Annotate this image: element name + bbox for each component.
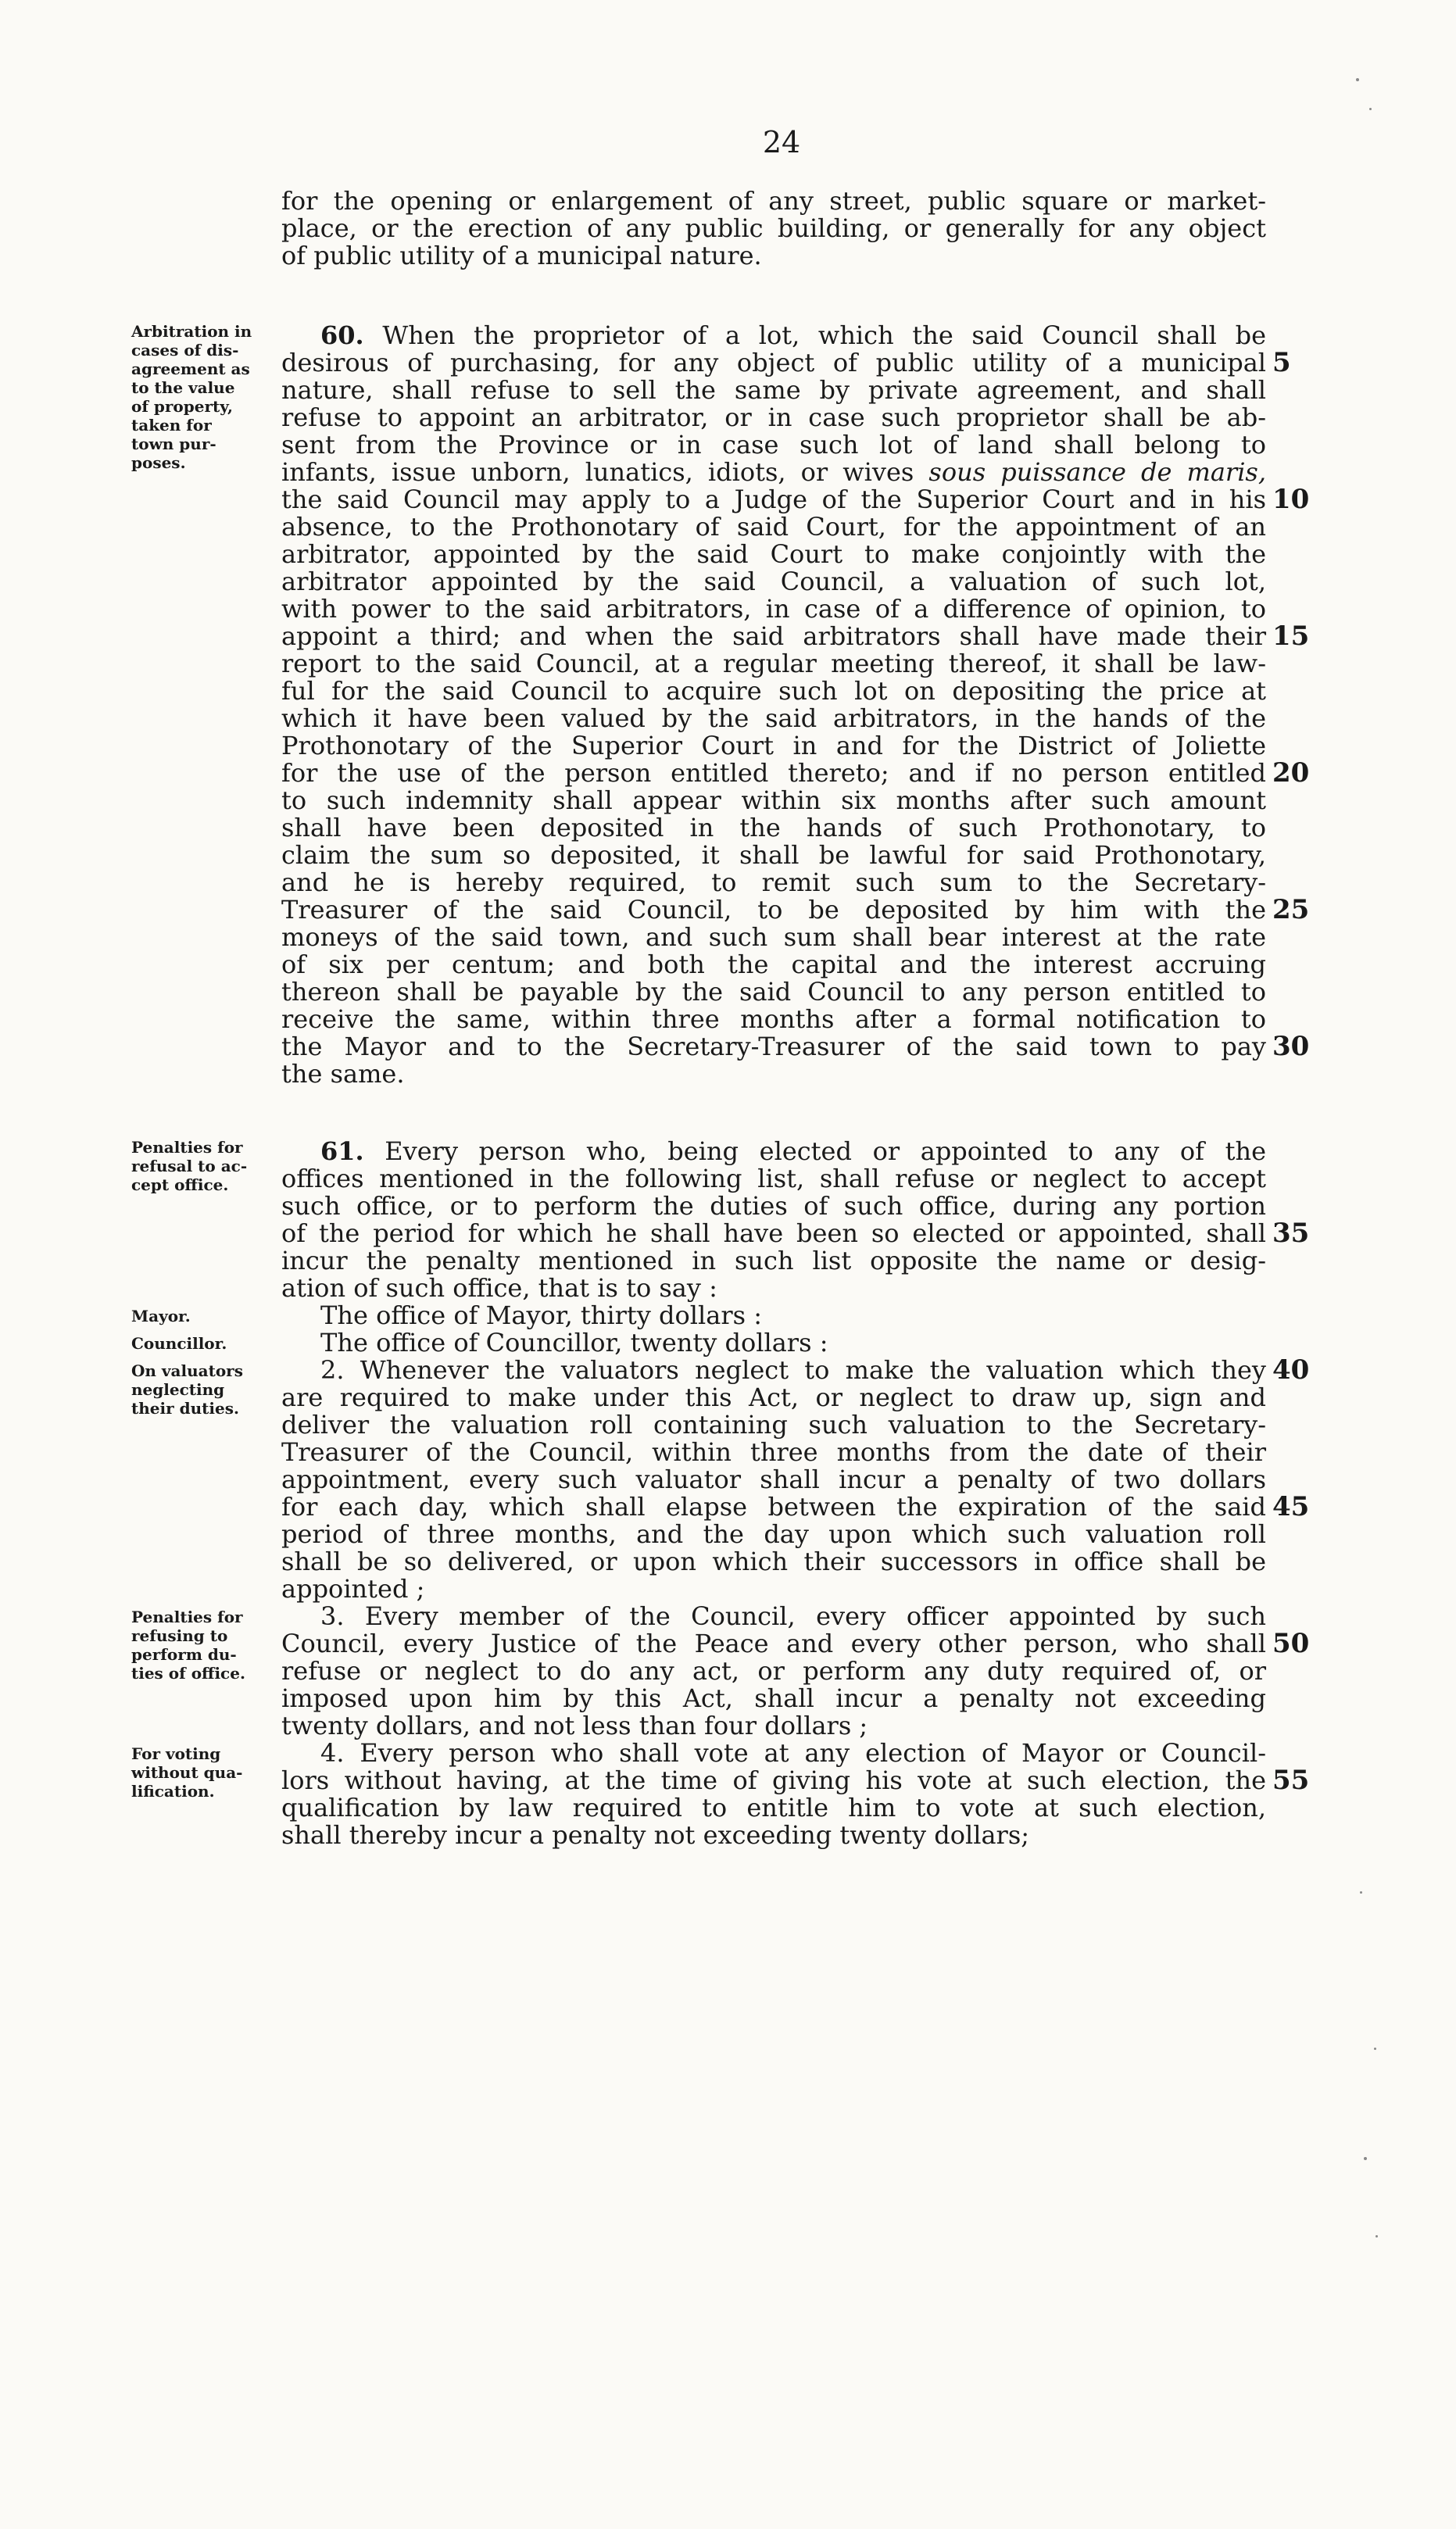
margin-note-councillor: Councillor. — [131, 1334, 227, 1353]
line-number: 50 — [1272, 1628, 1310, 1659]
text-line: qualification by law required to entitle him to vote at such election, — [281, 1793, 1266, 1823]
text-line: desirous of purchasing, for any object of public utility of a municipal — [281, 348, 1266, 377]
text-line: Council, every Justice of the Peace and every other person, who shall — [281, 1629, 1266, 1658]
text-line: Treasurer of the said Council, to be deposited by him with the — [281, 895, 1266, 925]
text-line: appointed ; — [281, 1574, 425, 1604]
line-number: 55 — [1272, 1765, 1310, 1796]
text-line: the same. — [281, 1059, 405, 1089]
text-line: to such indemnity shall appear within six months after such amount — [281, 785, 1266, 815]
text-line: the Mayor and to the Secretary-Treasurer of the said town to pay — [281, 1032, 1266, 1061]
text-line: thereon shall be payable by the said Council to any person entitled to — [281, 977, 1266, 1007]
text-line: lors without having, at the time of giving his vote at such election, the — [281, 1765, 1266, 1795]
scan-speck — [1364, 2157, 1367, 2160]
text-line: place, or the erection of any public building, or generally for any object — [281, 213, 1266, 243]
text-line: offices mentioned in the following list, shall refuse or neglect to accept — [281, 1164, 1266, 1193]
margin-note-valuators: On valuators neglecting their duties. — [131, 1361, 243, 1418]
text-line: for the opening or enlargement of any street, public square or market- — [281, 186, 1266, 216]
margin-note-penalties-refusal: Penalties for refusal to ac- cept office. — [131, 1138, 248, 1194]
text-line: shall have been deposited in the hands of such Prothonotary, to — [281, 813, 1266, 842]
line-number: 30 — [1272, 1031, 1310, 1062]
text-line: for the use of the person entitled thereto; and if no person entitled — [281, 758, 1266, 788]
text-line: infants, issue unborn, lunatics, idiots, or wives sous puissance de maris, — [281, 457, 1267, 487]
scan-speck — [1374, 2048, 1376, 2050]
text-line: sent from the Province or in case such lot of land shall belong to — [281, 430, 1266, 460]
page-number: 24 — [762, 125, 801, 159]
text-line: shall thereby incur a penalty not exceeding twenty dollars; — [281, 1820, 1030, 1850]
line-number: 25 — [1272, 894, 1310, 925]
line-number: 10 — [1272, 484, 1310, 515]
text-line: ation of such office, that is to say : — [281, 1273, 717, 1303]
text-line: 4. Every person who shall vote at any election of Mayor or Council- — [320, 1738, 1266, 1768]
margin-note-voting: For voting without qua- lification. — [131, 1744, 243, 1801]
text-line: absence, to the Prothonotary of said Court, for the appointment of an — [281, 512, 1266, 542]
text-line: appoint a third; and when the said arbitrators shall have made their — [281, 621, 1266, 651]
text-line: Prothonotary of the Superior Court in and for the District of Joliette — [281, 731, 1266, 760]
scan-speck — [1360, 1891, 1362, 1894]
text-line: arbitrator, appointed by the said Court to make conjointly with the — [281, 539, 1266, 569]
margin-note-penalties-duties: Penalties for refusing to perform du- ties of office. — [131, 1608, 245, 1683]
text-line: shall be so delivered, or upon which their successors in office shall be — [281, 1547, 1266, 1576]
text-line: moneys of the said town, and such sum shall bear interest at the rate — [281, 922, 1266, 952]
text-line: and he is hereby required, to remit such sum to the Secretary- — [281, 867, 1266, 897]
line-number: 20 — [1272, 757, 1310, 789]
text-line: which it have been valued by the said arbitrators, in the hands of the — [281, 703, 1266, 733]
text-line: nature, shall refuse to sell the same by private agreement, and shall — [281, 375, 1266, 405]
text-line: report to the said Council, at a regular meeting thereof, it shall be law- — [281, 649, 1266, 678]
text-line: with power to the said arbitrators, in case of a difference of opinion, to — [281, 594, 1266, 624]
scan-speck — [1376, 2235, 1378, 2237]
text-line: the said Council may apply to a Judge of the Superior Court and in his — [281, 485, 1266, 514]
text-line: ful for the said Council to acquire such lot on depositing the price at — [281, 676, 1266, 706]
line-number: 45 — [1272, 1491, 1310, 1522]
text-line: refuse or neglect to do any act, or perform any duty required of, or — [281, 1656, 1266, 1686]
text-line: of six per centum; and both the capital and the interest accruing — [281, 950, 1266, 979]
italic-phrase: sous puissance de maris, — [928, 457, 1267, 487]
text-line: refuse to appoint an arbitrator, or in case such proprietor shall be ab- — [281, 402, 1266, 432]
section-60-first-line: 60. When the proprietor of a lot, which the said Council shall be — [320, 320, 1266, 350]
line-number: 5 — [1272, 347, 1291, 378]
scan-speck — [1369, 108, 1372, 110]
text-line: of the period for which he shall have been so elected or appointed, shall — [281, 1218, 1266, 1248]
text-line: are required to make under this Act, or neglect to draw up, sign and — [281, 1383, 1266, 1412]
text-line: of public utility of a municipal nature. — [281, 241, 762, 270]
section-number: 61. — [320, 1136, 364, 1166]
line-number: 35 — [1272, 1218, 1310, 1249]
line-number: 40 — [1272, 1354, 1310, 1386]
text-line: Treasurer of the Council, within three months from the date of their — [281, 1437, 1266, 1467]
text-line: such office, or to perform the duties of such office, during any portion — [281, 1191, 1266, 1221]
text-line: deliver the valuation roll containing such valuation to the Secretary- — [281, 1410, 1266, 1440]
text-line: The office of Councillor, twenty dollars : — [320, 1328, 828, 1358]
margin-note-arbitration: Arbitration in cases of dis- agreement as to the value of property, taken for town pur- poses. — [131, 322, 252, 472]
text-line: for each day, which shall elapse between the expiration of the said — [281, 1492, 1266, 1522]
text-line: appointment, every such valuator shall incur a penalty of two dollars — [281, 1465, 1266, 1494]
text-line: receive the same, within three months after a formal notification to — [281, 1004, 1266, 1034]
text-line: 3. Every member of the Council, every officer appointed by such — [320, 1601, 1266, 1631]
line-number: 15 — [1272, 621, 1310, 652]
text-line: arbitrator appointed by the said Council, a valuation of such lot, — [281, 567, 1266, 596]
text-line: imposed upon him by this Act, shall incur a penalty not exceeding — [281, 1683, 1266, 1713]
section-61-first-line: 61. Every person who, being elected or appointed to any of the — [320, 1136, 1266, 1166]
margin-note-mayor: Mayor. — [131, 1307, 191, 1325]
text-line: The office of Mayor, thirty dollars : — [320, 1300, 762, 1330]
text-line: claim the sum so deposited, it shall be lawful for said Prothonotary, — [281, 840, 1266, 870]
text-line: incur the penalty mentioned in such list opposite the name or desig- — [281, 1246, 1266, 1275]
section-number: 60. — [320, 320, 364, 350]
scan-speck — [1356, 78, 1359, 81]
text-line: twenty dollars, and not less than four dollars ; — [281, 1711, 868, 1740]
text-line: period of three months, and the day upon which such valuation roll — [281, 1519, 1266, 1549]
text-line: 2. Whenever the valuators neglect to make the valuation which they — [320, 1355, 1266, 1385]
